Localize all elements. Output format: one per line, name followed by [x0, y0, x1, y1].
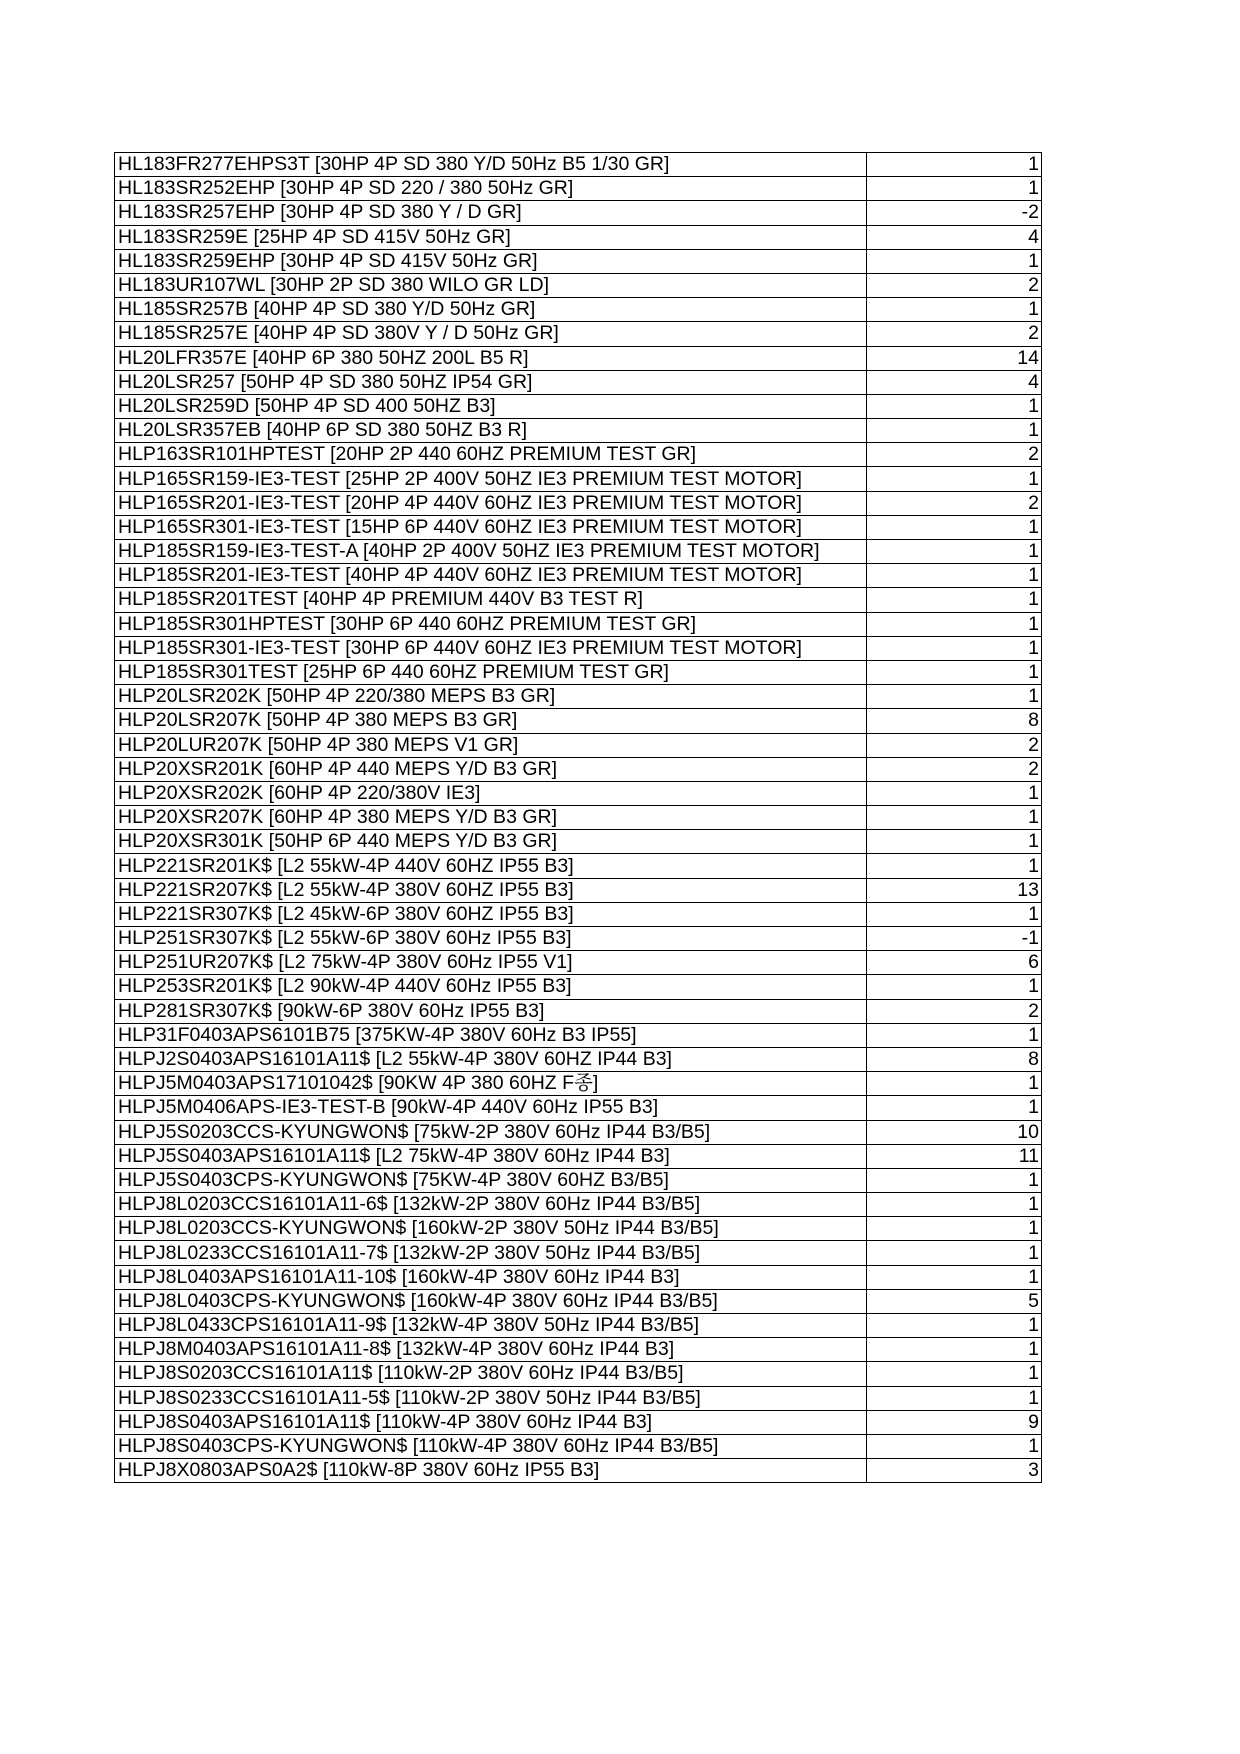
quantity-cell: 2 [867, 443, 1042, 467]
quantity-cell: 1 [867, 685, 1042, 709]
table-row [115, 612, 1042, 636]
table-row [115, 1434, 1042, 1458]
table-row [115, 878, 1042, 902]
table-row [115, 1289, 1042, 1313]
quantity-cell: 4 [867, 225, 1042, 249]
table-row [115, 588, 1042, 612]
quantity-cell: 13 [867, 878, 1042, 902]
table-row [115, 346, 1042, 370]
product-description-cell: HLP31F0403APS6101B75 [375KW-4P 380V 60Hz B3 IP55] [115, 1023, 867, 1047]
table-row [115, 660, 1042, 684]
table-row [115, 249, 1042, 273]
product-description-cell: HLPJ5M0406APS-IE3-TEST-B [90kW-4P 440V 60Hz IP55 B3] [115, 1096, 867, 1120]
product-description-cell: HL183FR277EHPS3T [30HP 4P SD 380 Y/D 50Hz B5 1/30 GR] [115, 153, 867, 177]
quantity-cell: 1 [867, 781, 1042, 805]
quantity-cell: 1 [867, 636, 1042, 660]
quantity-cell: 1 [867, 1096, 1042, 1120]
table-row [115, 322, 1042, 346]
product-description-cell: HLPJ8S0403APS16101A11$ [110kW-4P 380V 60Hz IP44 B3] [115, 1410, 867, 1434]
quantity-cell: -1 [867, 927, 1042, 951]
quantity-cell: 1 [867, 1362, 1042, 1386]
product-description-cell: HLPJ8L0233CCS16101A11-7$ [132kW-2P 380V 50Hz IP44 B3/B5] [115, 1241, 867, 1265]
quantity-cell: 1 [867, 298, 1042, 322]
quantity-cell: 1 [867, 419, 1042, 443]
product-description-cell: HL183SR252EHP [30HP 4P SD 220 / 380 50Hz GR] [115, 177, 867, 201]
table-row [115, 1410, 1042, 1434]
quantity-cell: -2 [867, 201, 1042, 225]
table-row [115, 225, 1042, 249]
quantity-cell: 1 [867, 1023, 1042, 1047]
quantity-cell: 1 [867, 1386, 1042, 1410]
table-row [115, 419, 1042, 443]
product-description-cell: HLPJ8S0203CCS16101A11$ [110kW-2P 380V 60Hz IP44 B3/B5] [115, 1362, 867, 1386]
product-description-cell: HLP165SR159-IE3-TEST [25HP 2P 400V 50HZ IE3 PREMIUM TEST MOTOR] [115, 467, 867, 491]
table-row [115, 1338, 1042, 1362]
product-description-cell: HLPJ8L0433CPS16101A11-9$ [132kW-4P 380V 50Hz IP44 B3/B5] [115, 1314, 867, 1338]
quantity-cell: 1 [867, 515, 1042, 539]
quantity-cell: 2 [867, 999, 1042, 1023]
quantity-cell: 1 [867, 1314, 1042, 1338]
quantity-cell: 9 [867, 1410, 1042, 1434]
quantity-cell: 1 [867, 1193, 1042, 1217]
table-row [115, 201, 1042, 225]
table-row [115, 1144, 1042, 1168]
table-row [115, 273, 1042, 297]
inventory-table [114, 152, 1042, 1483]
table-row [115, 1168, 1042, 1192]
table-row [115, 757, 1042, 781]
product-description-cell: HLP185SR201TEST [40HP 4P PREMIUM 440V B3 TEST R] [115, 588, 867, 612]
product-description-cell: HLP165SR301-IE3-TEST [15HP 6P 440V 60HZ IE3 PREMIUM TEST MOTOR] [115, 515, 867, 539]
quantity-cell: 1 [867, 854, 1042, 878]
product-description-cell: HLP163SR101HPTEST [20HP 2P 440 60HZ PREMIUM TEST GR] [115, 443, 867, 467]
quantity-cell: 1 [867, 806, 1042, 830]
quantity-cell: 8 [867, 709, 1042, 733]
product-description-cell: HL183SR257EHP [30HP 4P SD 380 Y / D GR] [115, 201, 867, 225]
table-row [115, 298, 1042, 322]
table-row [115, 1386, 1042, 1410]
table-row [115, 636, 1042, 660]
table-row [115, 564, 1042, 588]
table-row [115, 1241, 1042, 1265]
quantity-cell: 10 [867, 1120, 1042, 1144]
quantity-cell: 14 [867, 346, 1042, 370]
product-description-cell: HLP185SR301TEST [25HP 6P 440 60HZ PREMIUM TEST GR] [115, 660, 867, 684]
table-row [115, 709, 1042, 733]
product-description-cell: HL20LSR259D [50HP 4P SD 400 50HZ B3] [115, 394, 867, 418]
quantity-cell: 1 [867, 975, 1042, 999]
table-row [115, 975, 1042, 999]
table-row [115, 467, 1042, 491]
product-description-cell: HLP221SR307K$ [L2 45kW-6P 380V 60HZ IP55 B3] [115, 902, 867, 926]
quantity-cell: 1 [867, 1434, 1042, 1458]
table-row [115, 1362, 1042, 1386]
quantity-cell: 2 [867, 322, 1042, 346]
inventory-table-body [115, 153, 1042, 1483]
product-description-cell: HLP185SR301-IE3-TEST [30HP 6P 440V 60HZ IE3 PREMIUM TEST MOTOR] [115, 636, 867, 660]
table-row [115, 1096, 1042, 1120]
table-row [115, 1265, 1042, 1289]
table-row [115, 153, 1042, 177]
quantity-cell: 1 [867, 1217, 1042, 1241]
table-row [115, 515, 1042, 539]
table-row [115, 394, 1042, 418]
quantity-cell: 5 [867, 1289, 1042, 1313]
product-description-cell: HLP20LSR207K [50HP 4P 380 MEPS B3 GR] [115, 709, 867, 733]
table-row [115, 1314, 1042, 1338]
table-row [115, 540, 1042, 564]
product-description-cell: HLPJ5S0203CCS-KYUNGWON$ [75kW-2P 380V 60Hz IP44 B3/B5] [115, 1120, 867, 1144]
quantity-cell: 2 [867, 273, 1042, 297]
quantity-cell: 1 [867, 394, 1042, 418]
table-row [115, 854, 1042, 878]
product-description-cell: HLP253SR201K$ [L2 90kW-4P 440V 60Hz IP55 B3] [115, 975, 867, 999]
product-description-cell: HLPJ8M0403APS16101A11-8$ [132kW-4P 380V 60Hz IP44 B3] [115, 1338, 867, 1362]
quantity-cell: 2 [867, 733, 1042, 757]
product-description-cell: HLP20XSR201K [60HP 4P 440 MEPS Y/D B3 GR] [115, 757, 867, 781]
table-row [115, 443, 1042, 467]
product-description-cell: HLPJ8S0403CPS-KYUNGWON$ [110kW-4P 380V 60Hz IP44 B3/B5] [115, 1434, 867, 1458]
product-description-cell: HLP20XSR207K [60HP 4P 380 MEPS Y/D B3 GR] [115, 806, 867, 830]
product-description-cell: HLPJ5S0403APS16101A11$ [L2 75kW-4P 380V 60Hz IP44 B3] [115, 1144, 867, 1168]
quantity-cell: 1 [867, 564, 1042, 588]
quantity-cell: 1 [867, 540, 1042, 564]
product-description-cell: HLP251SR307K$ [L2 55kW-6P 380V 60Hz IP55 B3] [115, 927, 867, 951]
table-row [115, 781, 1042, 805]
quantity-cell: 1 [867, 177, 1042, 201]
product-description-cell: HLPJ8S0233CCS16101A11-5$ [110kW-2P 380V 50Hz IP44 B3/B5] [115, 1386, 867, 1410]
product-description-cell: HLPJ5M0403APS17101042$ [90KW 4P 380 60HZ F종] [115, 1072, 867, 1096]
product-description-cell: HLPJ5S0403CPS-KYUNGWON$ [75KW-4P 380V 60HZ B3/B5] [115, 1168, 867, 1192]
quantity-cell: 1 [867, 830, 1042, 854]
quantity-cell: 6 [867, 951, 1042, 975]
product-description-cell: HL183UR107WL [30HP 2P SD 380 WILO GR LD] [115, 273, 867, 297]
table-row [115, 951, 1042, 975]
quantity-cell: 1 [867, 467, 1042, 491]
quantity-cell: 1 [867, 1338, 1042, 1362]
table-row [115, 491, 1042, 515]
table-row [115, 1217, 1042, 1241]
quantity-cell: 8 [867, 1047, 1042, 1071]
product-description-cell: HLPJ8X0803APS0A2$ [110kW-8P 380V 60Hz IP55 B3] [115, 1459, 867, 1483]
quantity-cell: 1 [867, 153, 1042, 177]
product-description-cell: HLP185SR301HPTEST [30HP 6P 440 60HZ PREMIUM TEST GR] [115, 612, 867, 636]
quantity-cell: 1 [867, 1265, 1042, 1289]
table-row [115, 902, 1042, 926]
quantity-cell: 2 [867, 491, 1042, 515]
quantity-cell: 1 [867, 1168, 1042, 1192]
quantity-cell: 2 [867, 757, 1042, 781]
quantity-cell: 4 [867, 370, 1042, 394]
quantity-cell: 1 [867, 249, 1042, 273]
product-description-cell: HLP185SR201-IE3-TEST [40HP 4P 440V 60HZ IE3 PREMIUM TEST MOTOR] [115, 564, 867, 588]
product-description-cell: HLP281SR307K$ [90kW-6P 380V 60Hz IP55 B3] [115, 999, 867, 1023]
product-description-cell: HLP251UR207K$ [L2 75kW-4P 380V 60Hz IP55 V1] [115, 951, 867, 975]
table-row [115, 927, 1042, 951]
product-description-cell: HLP221SR207K$ [L2 55kW-4P 380V 60HZ IP55 B3] [115, 878, 867, 902]
quantity-cell: 1 [867, 612, 1042, 636]
quantity-cell: 1 [867, 1072, 1042, 1096]
product-description-cell: HLP20LUR207K [50HP 4P 380 MEPS V1 GR] [115, 733, 867, 757]
product-description-cell: HL20LSR357EB [40HP 6P SD 380 50HZ B3 R] [115, 419, 867, 443]
table-row [115, 806, 1042, 830]
table-row [115, 177, 1042, 201]
quantity-cell: 1 [867, 660, 1042, 684]
quantity-cell: 1 [867, 902, 1042, 926]
quantity-cell: 1 [867, 1241, 1042, 1265]
product-description-cell: HLPJ2S0403APS16101A11$ [L2 55kW-4P 380V 60HZ IP44 B3] [115, 1047, 867, 1071]
quantity-cell: 11 [867, 1144, 1042, 1168]
table-row [115, 685, 1042, 709]
table-row [115, 1120, 1042, 1144]
product-description-cell: HLP165SR201-IE3-TEST [20HP 4P 440V 60HZ IE3 PREMIUM TEST MOTOR] [115, 491, 867, 515]
product-description-cell: HL20LFR357E [40HP 6P 380 50HZ 200L B5 R] [115, 346, 867, 370]
product-description-cell: HLP20LSR202K [50HP 4P 220/380 MEPS B3 GR] [115, 685, 867, 709]
product-description-cell: HLPJ8L0203CCS16101A11-6$ [132kW-2P 380V 60Hz IP44 B3/B5] [115, 1193, 867, 1217]
product-description-cell: HL185SR257B [40HP 4P SD 380 Y/D 50Hz GR] [115, 298, 867, 322]
product-description-cell: HLP20XSR202K [60HP 4P 220/380V IE3] [115, 781, 867, 805]
table-row [115, 1193, 1042, 1217]
table-row [115, 1023, 1042, 1047]
table-row [115, 999, 1042, 1023]
product-description-cell: HLP185SR159-IE3-TEST-A [40HP 2P 400V 50HZ IE3 PREMIUM TEST MOTOR] [115, 540, 867, 564]
table-row [115, 830, 1042, 854]
product-description-cell: HL20LSR257 [50HP 4P SD 380 50HZ IP54 GR] [115, 370, 867, 394]
product-description-cell: HL183SR259E [25HP 4P SD 415V 50Hz GR] [115, 225, 867, 249]
quantity-cell: 1 [867, 588, 1042, 612]
product-description-cell: HLPJ8L0403APS16101A11-10$ [160kW-4P 380V 60Hz IP44 B3] [115, 1265, 867, 1289]
table-row [115, 1047, 1042, 1071]
product-description-cell: HLP20XSR301K [50HP 6P 440 MEPS Y/D B3 GR] [115, 830, 867, 854]
product-description-cell: HLPJ8L0203CCS-KYUNGWON$ [160kW-2P 380V 50Hz IP44 B3/B5] [115, 1217, 867, 1241]
product-description-cell: HLP221SR201K$ [L2 55kW-4P 440V 60HZ IP55 B3] [115, 854, 867, 878]
table-row [115, 1459, 1042, 1483]
product-description-cell: HL185SR257E [40HP 4P SD 380V Y / D 50Hz GR] [115, 322, 867, 346]
table-row [115, 370, 1042, 394]
quantity-cell: 3 [867, 1459, 1042, 1483]
table-row [115, 1072, 1042, 1096]
product-description-cell: HLPJ8L0403CPS-KYUNGWON$ [160kW-4P 380V 60Hz IP44 B3/B5] [115, 1289, 867, 1313]
table-row [115, 733, 1042, 757]
product-description-cell: HL183SR259EHP [30HP 4P SD 415V 50Hz GR] [115, 249, 867, 273]
